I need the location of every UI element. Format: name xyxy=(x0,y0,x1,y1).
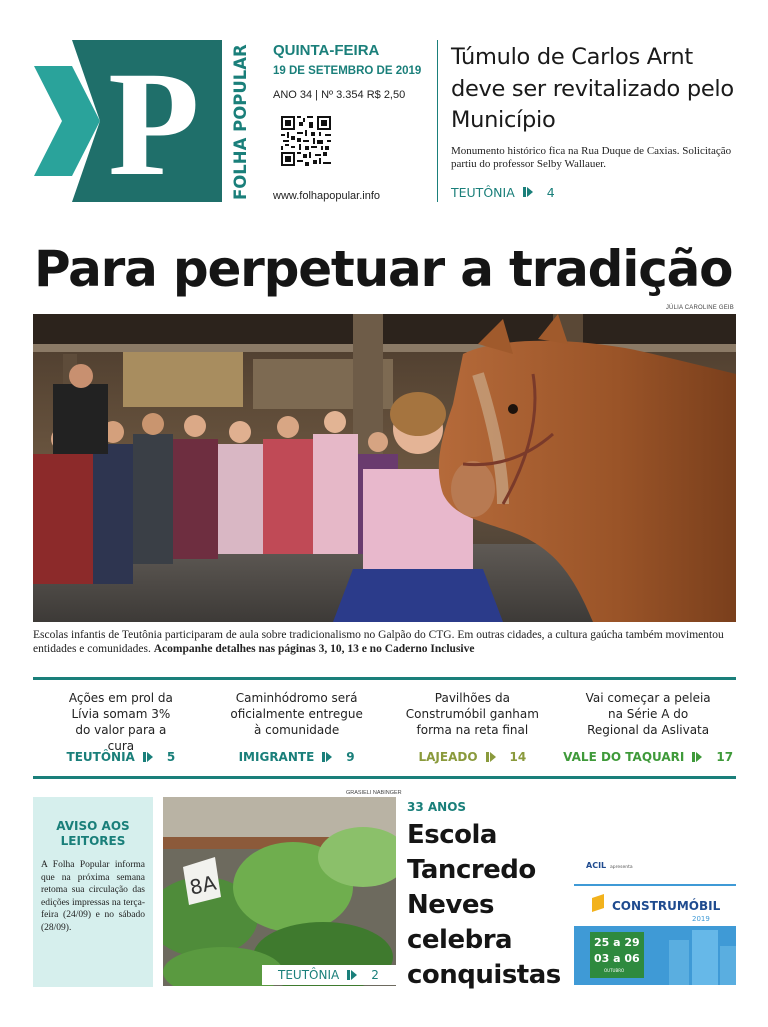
teaser-item[interactable] xyxy=(560,690,736,770)
section-name: TEUTÔNIA xyxy=(278,968,340,982)
teaser-item[interactable] xyxy=(33,690,209,770)
teaser-section-ref[interactable] xyxy=(239,750,355,764)
small-photo-credit: GRASIELI NABINGER xyxy=(346,790,402,796)
top-story[interactable] xyxy=(451,42,751,200)
folha-popular-logo[interactable] xyxy=(34,40,250,202)
teaser-title[interactable]: Pavilhões da Construmóbil ganham forma na reta final xyxy=(405,691,539,737)
main-caption xyxy=(33,628,736,656)
story-title-line: Neves xyxy=(407,890,494,920)
top-story-description: Monumento histórico fica na Rua Duque de Caxias. Solicitação partiu do professor Selby Wallauer. xyxy=(451,144,732,170)
caption-bold[interactable]: Acompanhe detalhes nas páginas 3, 10, 13 e no Caderno Inclusive xyxy=(153,643,475,655)
page-number: 5 xyxy=(166,750,176,764)
teaser-section-ref[interactable] xyxy=(419,750,527,764)
page-arrow-icon xyxy=(527,187,533,197)
logo-name: FOLHA POPULAR xyxy=(231,44,250,200)
page-number: 9 xyxy=(346,750,355,764)
ad-month: OUTUBRO xyxy=(604,968,625,973)
page-number: 2 xyxy=(371,968,379,982)
date-block xyxy=(273,42,433,101)
teaser-title[interactable]: Vai começar a peleia na Série A do Regional da Aslivata xyxy=(585,691,711,737)
page-arrow-icon xyxy=(147,752,153,762)
seedling-sign: 8A xyxy=(187,870,219,900)
story-title-line: conquistas xyxy=(407,960,561,990)
section-name: TEUTÔNIA xyxy=(451,184,515,200)
section-name: IMIGRANTE xyxy=(238,750,315,764)
top-story-section-ref[interactable] xyxy=(451,185,751,200)
website-link[interactable]: www.folhapopular.info xyxy=(273,190,381,202)
notice-text: A Folha Popular informa que na próxima semana retoma sua circulação das edições impressas na terça-feira (24/09) e no sábado (28/09). xyxy=(41,860,145,933)
edition-info: ANO 34 | Nº 3.354 R$ 2,50 xyxy=(273,89,406,101)
story-kicker: 33 ANOS xyxy=(407,800,467,814)
page-number: 14 xyxy=(509,750,527,764)
teaser-band-top-rule xyxy=(33,677,736,680)
ad-date-1: 25 a 29 xyxy=(594,936,640,949)
main-headline[interactable]: Para perpetuar a tradição xyxy=(34,240,733,298)
seedlings-photo[interactable] xyxy=(163,797,396,986)
masthead-divider xyxy=(437,40,438,202)
qr-code-icon[interactable] xyxy=(281,116,331,166)
school-story[interactable] xyxy=(407,800,561,993)
story-title-line: Tancredo xyxy=(407,855,536,885)
section-name: TEUTÔNIA xyxy=(66,750,135,764)
story-title[interactable] xyxy=(407,818,561,993)
caption-text: Escolas infantis de Teutônia participaram de aula sobre tradicionalismo no Galpão do CTG. Em outras cidades, a cultura gaúcha também movimentou entidades e comunidades. xyxy=(33,629,724,655)
page-number: 4 xyxy=(546,184,555,200)
section-name: LAJEADO xyxy=(418,750,478,764)
main-photo[interactable] xyxy=(33,314,736,622)
teaser-title[interactable]: Caminhódromo será oficialmente entregue à comunidade xyxy=(230,691,363,737)
teaser-section-ref[interactable] xyxy=(67,750,176,764)
story-title-line: Escola xyxy=(407,820,497,850)
teaser-section-ref[interactable] xyxy=(563,750,733,764)
notice-title: AVISO AOS LEITORES xyxy=(56,819,130,848)
teaser-item[interactable] xyxy=(385,690,561,770)
photo-credit: JÚLIA CAROLINE GEIB xyxy=(665,305,734,311)
teaser-band-bottom-rule xyxy=(33,776,736,779)
page-number: 17 xyxy=(716,750,734,764)
teaser-band xyxy=(33,690,736,770)
teaser-title[interactable]: Ações em prol da Lívia somam 3% do valor para a cura xyxy=(68,691,173,753)
story-title-line: celebra xyxy=(407,925,513,955)
page-arrow-icon xyxy=(351,970,357,980)
teaser-item[interactable] xyxy=(209,690,385,770)
ad-year: 2019 xyxy=(692,915,710,923)
edition-date: 19 DE SETEMBRO DE 2019 xyxy=(273,65,422,77)
ad-tag: apresenta xyxy=(610,865,633,870)
small-photo-section-ref[interactable] xyxy=(262,965,396,985)
page-arrow-icon xyxy=(696,752,702,762)
construmobil-ad[interactable] xyxy=(574,850,736,985)
reader-notice xyxy=(33,797,153,987)
logo-letter: P xyxy=(108,41,200,202)
top-story-title[interactable]: Túmulo de Carlos Arnt deve ser revitalizado pelo Município xyxy=(451,44,734,133)
ad-name: CONSTRUMÓBIL xyxy=(612,899,721,913)
ad-brand: ACIL xyxy=(586,861,607,870)
weekday: QUINTA-FEIRA xyxy=(273,42,380,59)
page-arrow-icon xyxy=(326,752,332,762)
section-name: VALE DO TAQUARI xyxy=(563,750,685,764)
ad-date-2: 03 a 06 xyxy=(594,952,640,965)
page-arrow-icon xyxy=(490,752,496,762)
